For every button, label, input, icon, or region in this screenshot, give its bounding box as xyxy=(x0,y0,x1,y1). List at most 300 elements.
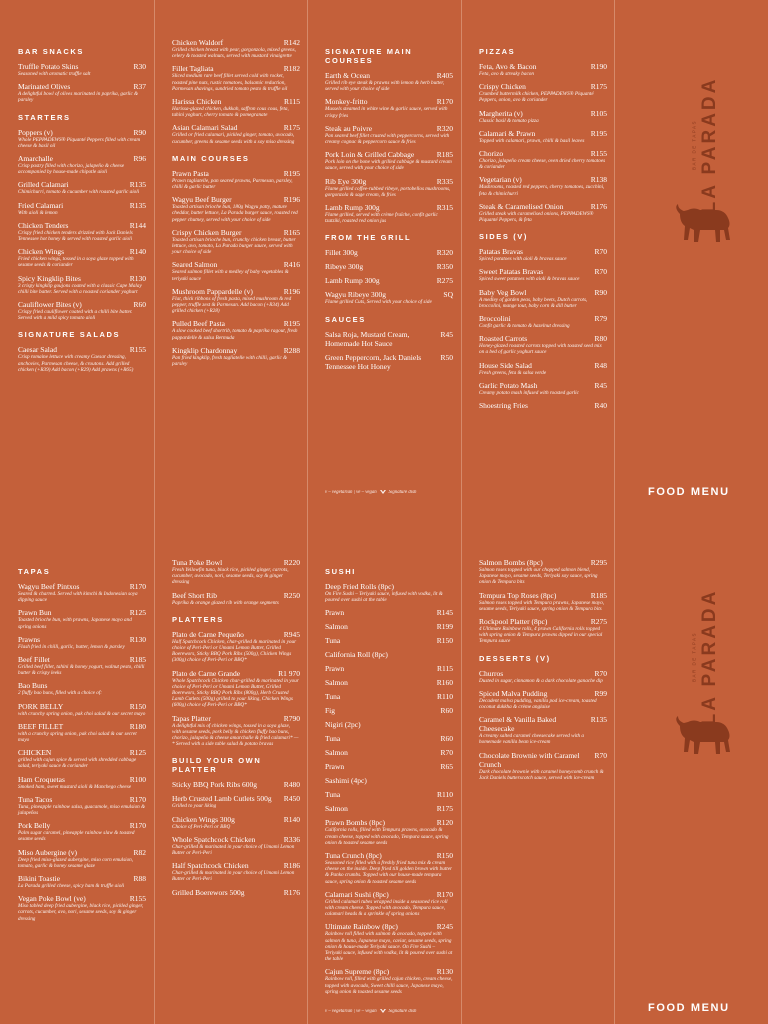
item-description: Grilled steak with caramelised onions, PEPPADEWS® Piquanté Peppers, & feta xyxy=(479,210,594,224)
menu-item xyxy=(18,82,146,103)
item-name: Miso Aubergine (v) xyxy=(18,847,78,857)
menu-item-row xyxy=(325,890,453,899)
item-price: R79 xyxy=(594,314,607,324)
menu-item xyxy=(18,702,146,717)
menu-item xyxy=(325,664,453,673)
menu-item-row xyxy=(172,169,300,178)
item-description: Toasted brioche bun, with prawns, Japanese mayo and spring onions xyxy=(18,617,132,630)
menu-item-row xyxy=(18,62,146,71)
item-description: Seared & charred. Served with kimchi & Indonesian soya dipping sauce xyxy=(18,591,138,604)
menu-item-row xyxy=(325,177,453,186)
item-description: Classic basil & tomato pizza xyxy=(479,117,539,124)
menu-item-row xyxy=(18,345,146,354)
bull-icon xyxy=(672,712,734,758)
item-price: R37 xyxy=(133,82,146,92)
menu-item-row xyxy=(18,748,146,757)
item-name: CHICKEN xyxy=(18,748,52,758)
item-name: Asian Calamari Salad xyxy=(172,123,238,133)
menu-item-row xyxy=(18,848,146,857)
item-name: Ultimate Rainbow (8pc) xyxy=(325,922,398,932)
menu-section xyxy=(479,47,607,223)
item-description: Deep fried miso-glazed aubergine, miso corn emulsion, tomato, garlic & honey sesame glaze xyxy=(18,856,134,869)
menu-item-row xyxy=(479,751,607,769)
menu-item-row xyxy=(479,669,607,678)
item-price: R150 xyxy=(436,636,453,646)
menu-item-row xyxy=(18,635,146,644)
menu-item xyxy=(325,706,453,715)
menu-item xyxy=(172,591,300,606)
item-description: Flat, thick ribbons of fresh pasta, mixed mushroom & red pepper, truffle zest & Parmesan. Add bacon (+R34) Add grilled chicken (+R28) xyxy=(172,295,292,315)
menu-item xyxy=(172,835,300,856)
menu-item xyxy=(172,346,300,367)
menu-item-row xyxy=(325,124,453,133)
sheet1-column-2 xyxy=(172,38,300,372)
menu-item xyxy=(18,894,146,922)
item-description: Pan seared beef fillet crusted with peppercorns, served with creamy cognac & peppercorn sauce & fries xyxy=(325,132,450,146)
menu-item xyxy=(172,714,300,748)
item-price: R45 xyxy=(440,329,453,339)
menu-item xyxy=(479,149,607,170)
item-description: Flash fried in chilli, garlic, butter, lemon & parsley xyxy=(18,643,125,650)
item-price: R288 xyxy=(283,345,300,355)
item-price: R320 xyxy=(436,248,453,258)
sheet2-column-2 xyxy=(172,558,300,902)
menu-item-row xyxy=(325,276,453,285)
section-title: TAPAS xyxy=(18,567,51,576)
item-name: Fried Calamari xyxy=(18,200,64,210)
item-price: R185 xyxy=(590,590,607,600)
item-description: 3 crispy kingklip goujons coated with a classic Cape Malay chilli bite batter. Served with a roasted coriander yoghurt xyxy=(18,282,142,295)
item-price: R250 xyxy=(283,590,300,600)
item-price: R48 xyxy=(594,360,607,370)
menu-item-row xyxy=(18,821,146,830)
item-name: Tuna xyxy=(325,790,341,800)
item-description: Grilled beef fillet, tahini & honey yogurt, walnut pesto, chilli butter & crispy leeks xyxy=(18,664,145,677)
item-name: Tapas Platter xyxy=(172,713,211,723)
menu-item-row xyxy=(479,149,607,158)
brand-logo xyxy=(690,588,730,726)
item-name: Sweet Patatas Bravas xyxy=(479,267,544,277)
item-name: Salmon xyxy=(325,622,348,632)
item-description: Grilled calamari tubes wrapped inside a seasoned rice roll with cream cheese. Topped with avocado, Tempura sauce, calamari heads & a sprinkle of spring onions xyxy=(325,898,448,918)
item-name: Prawn xyxy=(325,608,345,618)
item-name: Grilled Boerewors 500g xyxy=(172,887,245,897)
item-price: R336 xyxy=(283,834,300,844)
item-name: Chicken Waldorf xyxy=(172,38,224,47)
menu-item-row xyxy=(479,617,607,626)
item-description: A delightful bowl of olives marinated in paprika, garlic & parsley xyxy=(18,91,139,104)
item-name: Vegan Poke Bowl (ve) xyxy=(18,894,86,904)
menu-item xyxy=(479,288,607,309)
item-name: Marinated Olives xyxy=(18,82,71,92)
item-name: Patatas Bravas xyxy=(479,247,523,257)
item-name: Salsa Roja, Mustard Cream, Homemade Hot Sauce xyxy=(325,329,410,348)
item-name: Chicken Tenders xyxy=(18,220,69,230)
menu-item xyxy=(325,262,453,271)
item-price: R335 xyxy=(436,176,453,186)
item-description: Miso tabled deep fried aubergine, black rice, pickled ginger, carrots, cucumber, avo, nori, sesame seeds, soy & ginger dressing xyxy=(18,903,144,922)
menu-item xyxy=(172,794,300,809)
item-name: Nigiri (2pc) xyxy=(325,720,361,730)
sheet1-column-4 xyxy=(479,38,607,415)
item-price: R450 xyxy=(283,794,300,804)
menu-item xyxy=(325,650,453,659)
sheet1-column-1 xyxy=(18,38,146,378)
item-description: Smoked ham, sweet mustard aioli & Manchego cheese xyxy=(18,783,132,790)
item-price: R182 xyxy=(283,64,300,74)
menu-item xyxy=(325,804,453,813)
item-description: Prawn tagliatelle, pan seared prawns, Parmesan, parsley, chilli & garlic butter xyxy=(172,177,293,191)
menu-item xyxy=(18,274,146,295)
item-description: Fried chicken wings, tossed in a soya glaze topped with sesame seeds & coriander xyxy=(18,256,134,269)
item-description: Confit garlic & tomato & hazelnut dressing xyxy=(479,323,570,330)
menu-item xyxy=(18,635,146,650)
brand-name: LA PARADA xyxy=(699,588,720,726)
item-name: Pulled Beef Pasta xyxy=(172,319,225,329)
menu-item xyxy=(325,818,453,846)
item-description: Fresh Yellowfin tuna, black rice, pickled ginger, carrots, cucumber, avocado, nori, sesame seeds, soy & ginger dressing xyxy=(172,567,289,586)
item-price: R405 xyxy=(436,71,453,80)
menu-item xyxy=(18,247,146,268)
item-price: R50 xyxy=(440,352,453,362)
menu-item xyxy=(479,381,607,396)
menu-item xyxy=(325,582,453,603)
item-name: Prawns xyxy=(18,634,41,644)
item-name: Salmon Bombs (8pc) xyxy=(479,558,543,567)
item-price: R160 xyxy=(436,678,453,688)
menu-item-row xyxy=(479,288,607,297)
item-price: R142 xyxy=(283,38,300,47)
menu-item xyxy=(479,62,607,77)
item-name: Chocolate Brownie with Caramel Crunch xyxy=(479,750,580,769)
item-price: R144 xyxy=(129,220,146,230)
item-name: Chicken Wings 300g xyxy=(172,814,235,824)
item-description: with crunchy spring onion, pak choi salad & our secret mayo xyxy=(18,710,146,717)
item-description: Paprika & orange glazed rib with orange segments xyxy=(172,599,279,606)
item-name: Broccolini xyxy=(479,314,511,324)
item-price: R145 xyxy=(436,608,453,618)
item-name: Chicken Wings xyxy=(18,247,65,257)
menu-section xyxy=(479,558,607,645)
dietary-legend xyxy=(325,490,465,495)
menu-item xyxy=(18,201,146,216)
item-description: Spiced potatoes with aioli & bravas sauce xyxy=(479,256,567,263)
menu-item xyxy=(479,617,607,645)
item-price: R416 xyxy=(283,260,300,270)
item-description: Grilled chicken breast with pear, gorgonzola, mixed greens, celery & toasted walnuts, served with mustard vinaigrette xyxy=(172,47,296,60)
menu-item xyxy=(325,762,453,771)
item-price: R105 xyxy=(590,108,607,118)
legend-text: v – vegetarian | ve – vegan xyxy=(325,1009,377,1014)
menu-item-row xyxy=(18,775,146,784)
item-name: Fillet Tagliata xyxy=(172,64,214,74)
item-price: R275 xyxy=(590,617,607,627)
item-name: Wagyu Ribeye 300g xyxy=(325,290,387,300)
item-name: Tuna xyxy=(325,734,341,744)
menu-section xyxy=(325,567,453,995)
item-price: R945 xyxy=(283,629,300,639)
item-price: R176 xyxy=(283,887,300,897)
item-name: Amarchalle xyxy=(18,154,53,164)
menu-item xyxy=(479,247,607,262)
item-name: Sticky BBQ Pork Ribs 600g xyxy=(172,780,258,790)
menu-item-row xyxy=(479,175,607,184)
menu-item xyxy=(172,64,300,92)
item-description: Feta, avo & streaky bacon xyxy=(479,71,534,77)
item-name: Churros xyxy=(479,668,504,678)
item-name: Crispy Chicken xyxy=(479,82,526,92)
item-name: Caesar Salad xyxy=(18,345,57,355)
item-name: Tuna xyxy=(325,636,341,646)
menu-item xyxy=(479,669,607,684)
item-name: Prawn Pasta xyxy=(172,168,209,178)
item-price: R70 xyxy=(594,668,607,678)
item-price: R196 xyxy=(283,195,300,205)
menu-section xyxy=(479,654,607,781)
item-description: Seasoned rice filled with a freshly fried tuna mix & cream cheese on the inside. Deep fried till golden brown with butter & Panko crumbs. Topped with our house-made tempura sauce, spring onion & toasted sesame seeds xyxy=(325,860,453,885)
sheet1-column-3 xyxy=(325,38,453,376)
menu-item xyxy=(172,287,300,315)
menu-item-row xyxy=(18,795,146,804)
menu-item-row xyxy=(325,734,453,743)
item-name: Plato de Carne Grande xyxy=(172,668,241,678)
menu-item-row xyxy=(172,346,300,355)
menu-item-row xyxy=(325,678,453,687)
menu-section xyxy=(325,233,453,305)
item-price: R45 xyxy=(594,380,607,390)
item-price: R115 xyxy=(284,97,300,107)
menu-item-row xyxy=(172,97,300,106)
sheet2-column-1 xyxy=(18,558,146,927)
item-description: Rainbow roll, filled with grilled cajun chicken, cream cheese, topped with avocado, Sweet chilli sauce, Japanese mayo, spring onion & toasted sesame seeds xyxy=(325,976,453,995)
menu-item-row xyxy=(172,287,300,296)
menu-item xyxy=(479,558,607,586)
menu-section xyxy=(172,558,300,606)
item-price: R70 xyxy=(594,247,607,257)
item-description: Grilled or fried calamari, pickled ginger, tomato, avocado, cucumber, greens & sesame seeds with a soy miso dressing xyxy=(172,132,295,145)
item-price: R155 xyxy=(129,894,146,904)
menu-item-row xyxy=(18,154,146,163)
section-title: SIGNATURE SALADS xyxy=(18,330,121,340)
item-price: R195 xyxy=(590,128,607,138)
menu-item xyxy=(18,655,146,676)
item-description: A slow cooked beef shortrib, tomato & paprika ragout, fresh pappardelle & salsa Bermuda xyxy=(172,328,298,341)
item-price: R150 xyxy=(129,701,146,711)
menu-item xyxy=(172,260,300,281)
item-description: Whole Spatchcock Chicken char-grilled & marinated in your choice of Peri-Peri or Umami Lemon Butter, Grilled Boerewors, Sticky BBQ Pork Ribs (800g), Herb Crusted Lamb Cutlets (500g) grilled to your liking, Chicken Wings (600g) choice of Peri-Peri or BBQ* xyxy=(172,677,299,709)
item-description: Toasted artisan brioche bun, 180g Wagyu patty, mature cheddar, butter lettuce, La Parada burger sauce, roasted red pepper chutney, served with your choice of side xyxy=(172,204,298,223)
item-price: R199 xyxy=(436,622,453,632)
menu-item-row xyxy=(172,815,300,824)
menu-item-row xyxy=(325,608,453,617)
menu-section xyxy=(18,47,146,104)
menu-section xyxy=(325,315,453,371)
menu-item xyxy=(325,776,453,785)
item-price: R40 xyxy=(594,401,607,411)
menu-item-row xyxy=(172,835,300,844)
menu-item-row xyxy=(325,636,453,645)
section-title: MAIN COURSES xyxy=(172,153,250,163)
menu-item-row xyxy=(479,558,607,567)
menu-item-row xyxy=(18,300,146,309)
item-description: Choice of Peri-Peri or BBQ xyxy=(172,823,231,830)
item-price: R275 xyxy=(436,276,453,286)
menu-item xyxy=(172,558,300,586)
menu-item-row xyxy=(18,274,146,283)
section-title: FROM THE GRILL xyxy=(325,233,412,243)
item-name: Kingklip Chardonnay xyxy=(172,345,238,355)
menu-item xyxy=(18,775,146,790)
item-name: Rib Eye 300g xyxy=(325,176,367,186)
menu-item-row xyxy=(18,655,146,664)
item-description: A medley of garden peas, baby beets, Dutch carrots, broccolini, mange tout, baby corn & dill butter xyxy=(479,296,588,309)
item-price: R165 xyxy=(283,227,300,237)
item-name: Lamb Rump 300g xyxy=(325,203,380,213)
item-description: Decadent malva pudding, vanilla pod ice-cream, toasted coconut dukkha & crème anglaise xyxy=(479,697,597,711)
menu-item-row xyxy=(172,228,300,237)
section-title: PLATTERS xyxy=(172,614,224,624)
item-price: R175 xyxy=(436,804,453,814)
item-name: Wagyu Beef Pintxos xyxy=(18,582,80,591)
item-description: 4 Ultimate Rainbow rolls, 4 prawn California rolls topped with spring onion & Tempura prawns dipped in our special Tempura sauce xyxy=(479,626,603,645)
menu-item-row xyxy=(479,202,607,211)
item-name: Bao Buns xyxy=(18,681,48,691)
menu-item xyxy=(172,195,300,223)
item-price: R135 xyxy=(590,715,607,725)
item-price: R1 970 xyxy=(278,668,300,678)
menu-item xyxy=(18,62,146,77)
item-price: R196 xyxy=(283,286,300,296)
menu-item xyxy=(172,888,300,897)
item-name: Pork Belly xyxy=(18,821,51,831)
menu-item xyxy=(18,722,146,743)
menu-item xyxy=(172,169,300,190)
item-description: Spiced sweet potatoes with aioli & bravas sauce xyxy=(479,276,580,283)
item-name: Mushroom Pappardelle (v) xyxy=(172,286,253,296)
menu-item-row xyxy=(479,361,607,370)
item-name: Wagyu Beef Burger xyxy=(172,195,232,205)
item-description: Half Spatchcock Chicken, char-grilled & marinated in your choice of Peri-Peri or Umami Lemon Butter, Grilled Boerewors, Sticky BBQ Pork Ribs (500g), Chicken Wings (300g) choice of Peri-Peri or BBQ* xyxy=(172,638,297,664)
menu-item xyxy=(479,314,607,329)
menu-item-row xyxy=(325,790,453,799)
menu-item-row xyxy=(325,804,453,813)
item-description: Pork loin on the bone with grilled cabbage & mustard cream sauce, served with your choice of side xyxy=(325,159,452,172)
menu-item-row xyxy=(325,150,453,159)
menu-item xyxy=(325,678,453,687)
menu-item xyxy=(172,780,300,789)
item-price: R180 xyxy=(129,721,146,731)
item-name: Tempura Top Roses (8pc) xyxy=(479,590,557,600)
item-description: 2 fluffy bao buns, filled with a choice of: xyxy=(18,690,102,697)
menu-item-row xyxy=(479,689,607,698)
menu-item-row xyxy=(325,203,453,212)
menu-item-row xyxy=(172,630,300,639)
menu-section xyxy=(172,38,300,145)
item-name: Grilled Calamari xyxy=(18,180,69,190)
menu-item-row xyxy=(172,38,300,47)
section-title: SIDES (V) xyxy=(479,232,528,242)
menu-item xyxy=(172,38,300,59)
item-name: Tuna Tacos xyxy=(18,794,53,804)
item-price: R80 xyxy=(594,334,607,344)
menu-item xyxy=(325,276,453,285)
menu-item xyxy=(18,300,146,321)
menu-section xyxy=(18,330,146,373)
menu-item xyxy=(325,203,453,224)
item-name: Ham Croquetas xyxy=(18,774,65,784)
item-price: R185 xyxy=(129,655,146,665)
item-name: Beef Fillet xyxy=(18,655,50,665)
menu-item xyxy=(18,608,146,629)
menu-item-row xyxy=(18,128,146,137)
item-price: R170 xyxy=(129,821,146,831)
item-name: Roasted Carrots xyxy=(479,334,528,344)
menu-item-row xyxy=(325,622,453,631)
menu-item-row xyxy=(18,582,146,591)
menu-item xyxy=(172,228,300,256)
brand-subtitle: BAR DE TAPAS xyxy=(691,119,697,171)
item-description: Crumbed buttermilk chicken, PEPPADEWS® Piquanté Peppers, onion, avo & coriander xyxy=(479,91,594,104)
item-price: R140 xyxy=(129,247,146,257)
item-price: R30 xyxy=(133,62,146,71)
item-description: La Parada grilled cheese, spicy ham & truffle aioli xyxy=(18,883,125,890)
menu-item-row xyxy=(325,776,453,785)
item-name: Chorizo xyxy=(479,149,504,159)
item-price: R130 xyxy=(129,273,146,283)
item-name: California Roll (8pc) xyxy=(325,650,388,660)
item-price: R135 xyxy=(129,180,146,190)
signature-leaf-icon xyxy=(380,1009,386,1014)
item-price: R130 xyxy=(129,634,146,644)
item-name: House Side Salad xyxy=(479,360,532,370)
item-price: R120 xyxy=(436,818,453,828)
item-name: Margherita (v) xyxy=(479,108,523,118)
item-name: Prawn xyxy=(325,762,345,772)
menu-item-row xyxy=(172,591,300,600)
item-price: SQ xyxy=(443,290,453,300)
item-price: R170 xyxy=(129,794,146,804)
menu-item xyxy=(172,630,300,664)
item-name: Garlic Potato Mash xyxy=(479,380,538,390)
menu-item xyxy=(479,361,607,376)
menu-item-row xyxy=(479,401,607,410)
item-price: R155 xyxy=(590,149,607,159)
item-name: Cajun Supreme (8pc) xyxy=(325,967,390,977)
item-price: R135 xyxy=(129,200,146,210)
menu-item-row xyxy=(479,381,607,390)
item-name: Poppers (v) xyxy=(18,127,53,137)
item-price: R190 xyxy=(590,62,607,71)
item-description: with a crunchy spring onion, pak choi salad & our secret mayo xyxy=(18,730,137,744)
item-name: Beef Short Rib xyxy=(172,590,217,600)
item-price: R90 xyxy=(133,127,146,137)
item-name: Calamari Sushi (8pc) xyxy=(325,889,389,899)
section-title: SUSHI xyxy=(325,567,356,576)
item-name: Spicy Kingklip Bites xyxy=(18,273,81,283)
item-name: Steak au Poivre xyxy=(325,123,373,133)
menu-item xyxy=(18,795,146,816)
menu-item-row xyxy=(325,706,453,715)
item-name: Tuna Crunch (8pc) xyxy=(325,851,382,861)
menu-item xyxy=(18,582,146,603)
item-price: R60 xyxy=(440,706,453,716)
section-title: DESSERTS (V) xyxy=(479,653,551,663)
item-description: Tuna, pineapple rainbow salsa, guacamole, miso emulsion & jalapeños xyxy=(18,803,146,817)
item-name: Whole Spatchcock Chicken xyxy=(172,834,256,844)
legend-text: v – vegetarian | ve – vegan xyxy=(325,490,377,495)
menu-item xyxy=(325,851,453,885)
item-description: Crisp romaine lettuce with creamy Caesar dressing, anchovies, Parmesan cheese, & croutons. Add grilled chicken (+R39) Add bacon (+R29) Add prawns (+R65) xyxy=(18,354,134,373)
